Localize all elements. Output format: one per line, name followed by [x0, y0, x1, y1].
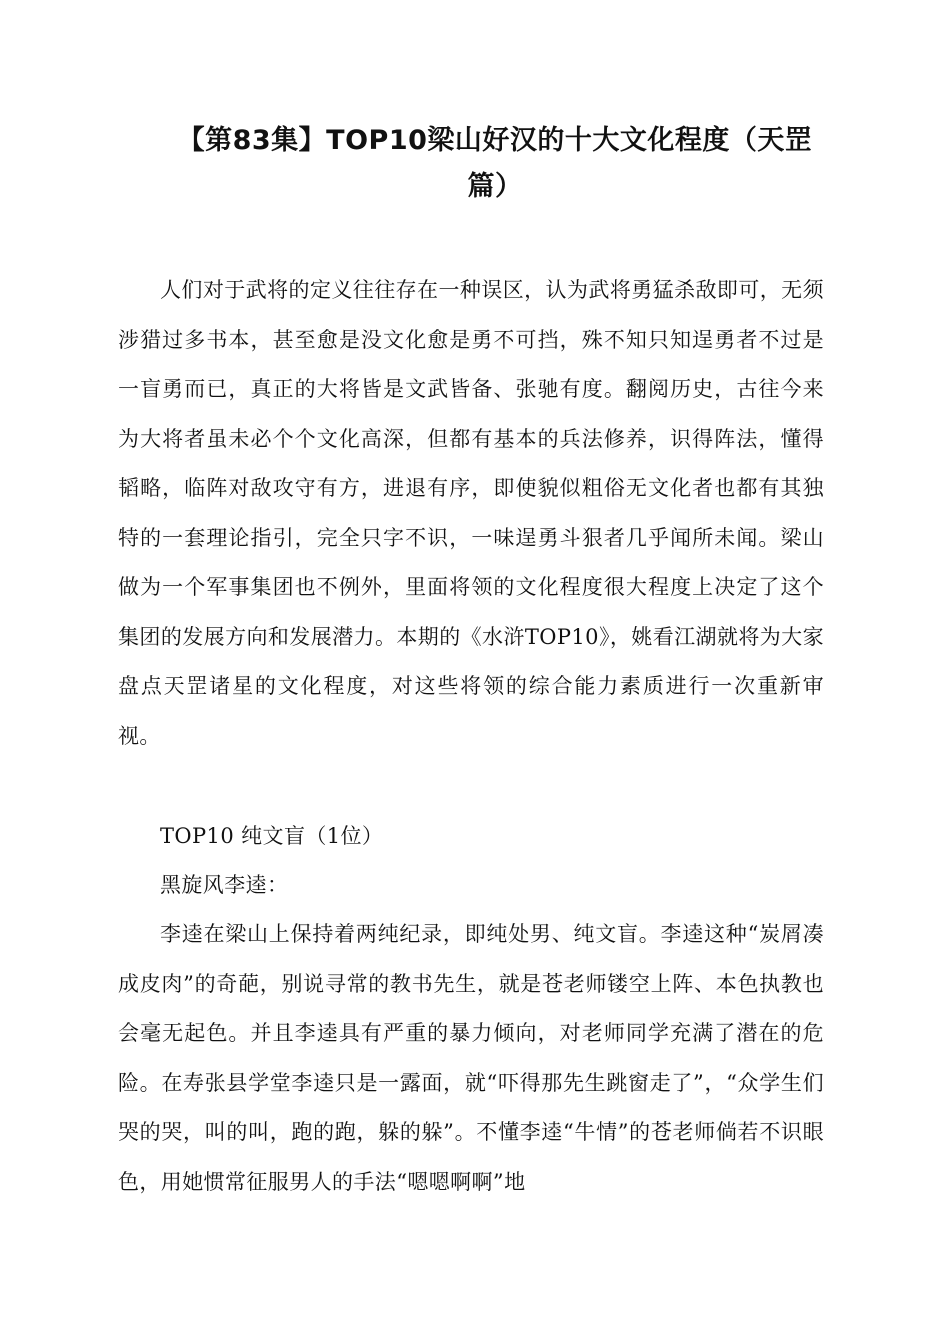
body-paragraph: 李逵在梁山上保持着两纯纪录，即纯处男、纯文盲。李逵这种“炭屑凑成皮肉”的奇葩，别说寻常的教书先生，就是苍老师镂空上阵、本色执教也会毫无起色。并且李逵具有严重的暴力倾向，对老师同学充满了潜在的危险。在寿张县学堂李逵只是一露面，就“吓得那先生跳窗走了”，“众学生们哭的哭，叫的叫，跑的跑，躲的躲”。不懂李逵“牛情”的苍老师倘若不识眼色，用她惯常征服男人的手法“嗯嗯啊啊”地	[118, 922, 824, 1194]
page-title: 【第83集】TOP10梁山好汉的十大文化程度（天罡篇）	[177, 125, 813, 202]
intro-paragraph: 人们对于武将的定义往往存在一种误区，认为武将勇猛杀敌即可，无须涉猎过多书本，甚至愈是没文化愈是勇不可挡，殊不知只知逞勇者不过是一盲勇而已，真正的大将皆是文武皆备、张驰有度。翻阅历史，古往今来为大将者虽未必个个文化高深，但都有基本的兵法修养，识得阵法，懂得韬略，临阵对敌攻守有方，进退有序，即使貌似粗俗无文化者也都有其独特的一套理论指引，完全只字不识，一味逞勇斗狠者几乎闻所未闻。梁山做为一个军事集团也不例外，里面将领的文化程度很大程度上决定了这个集团的发展方向和发展潜力。本期的《水浒TOP10》，姚看江湖就将为大家盘点天罡诸星的文化程度，对这些将领的综合能力素质进行一次重新审视。	[118, 278, 824, 748]
character-name: 黑旋风李逵：	[160, 873, 289, 897]
section-heading: TOP10 纯文盲（1位）	[160, 824, 384, 848]
